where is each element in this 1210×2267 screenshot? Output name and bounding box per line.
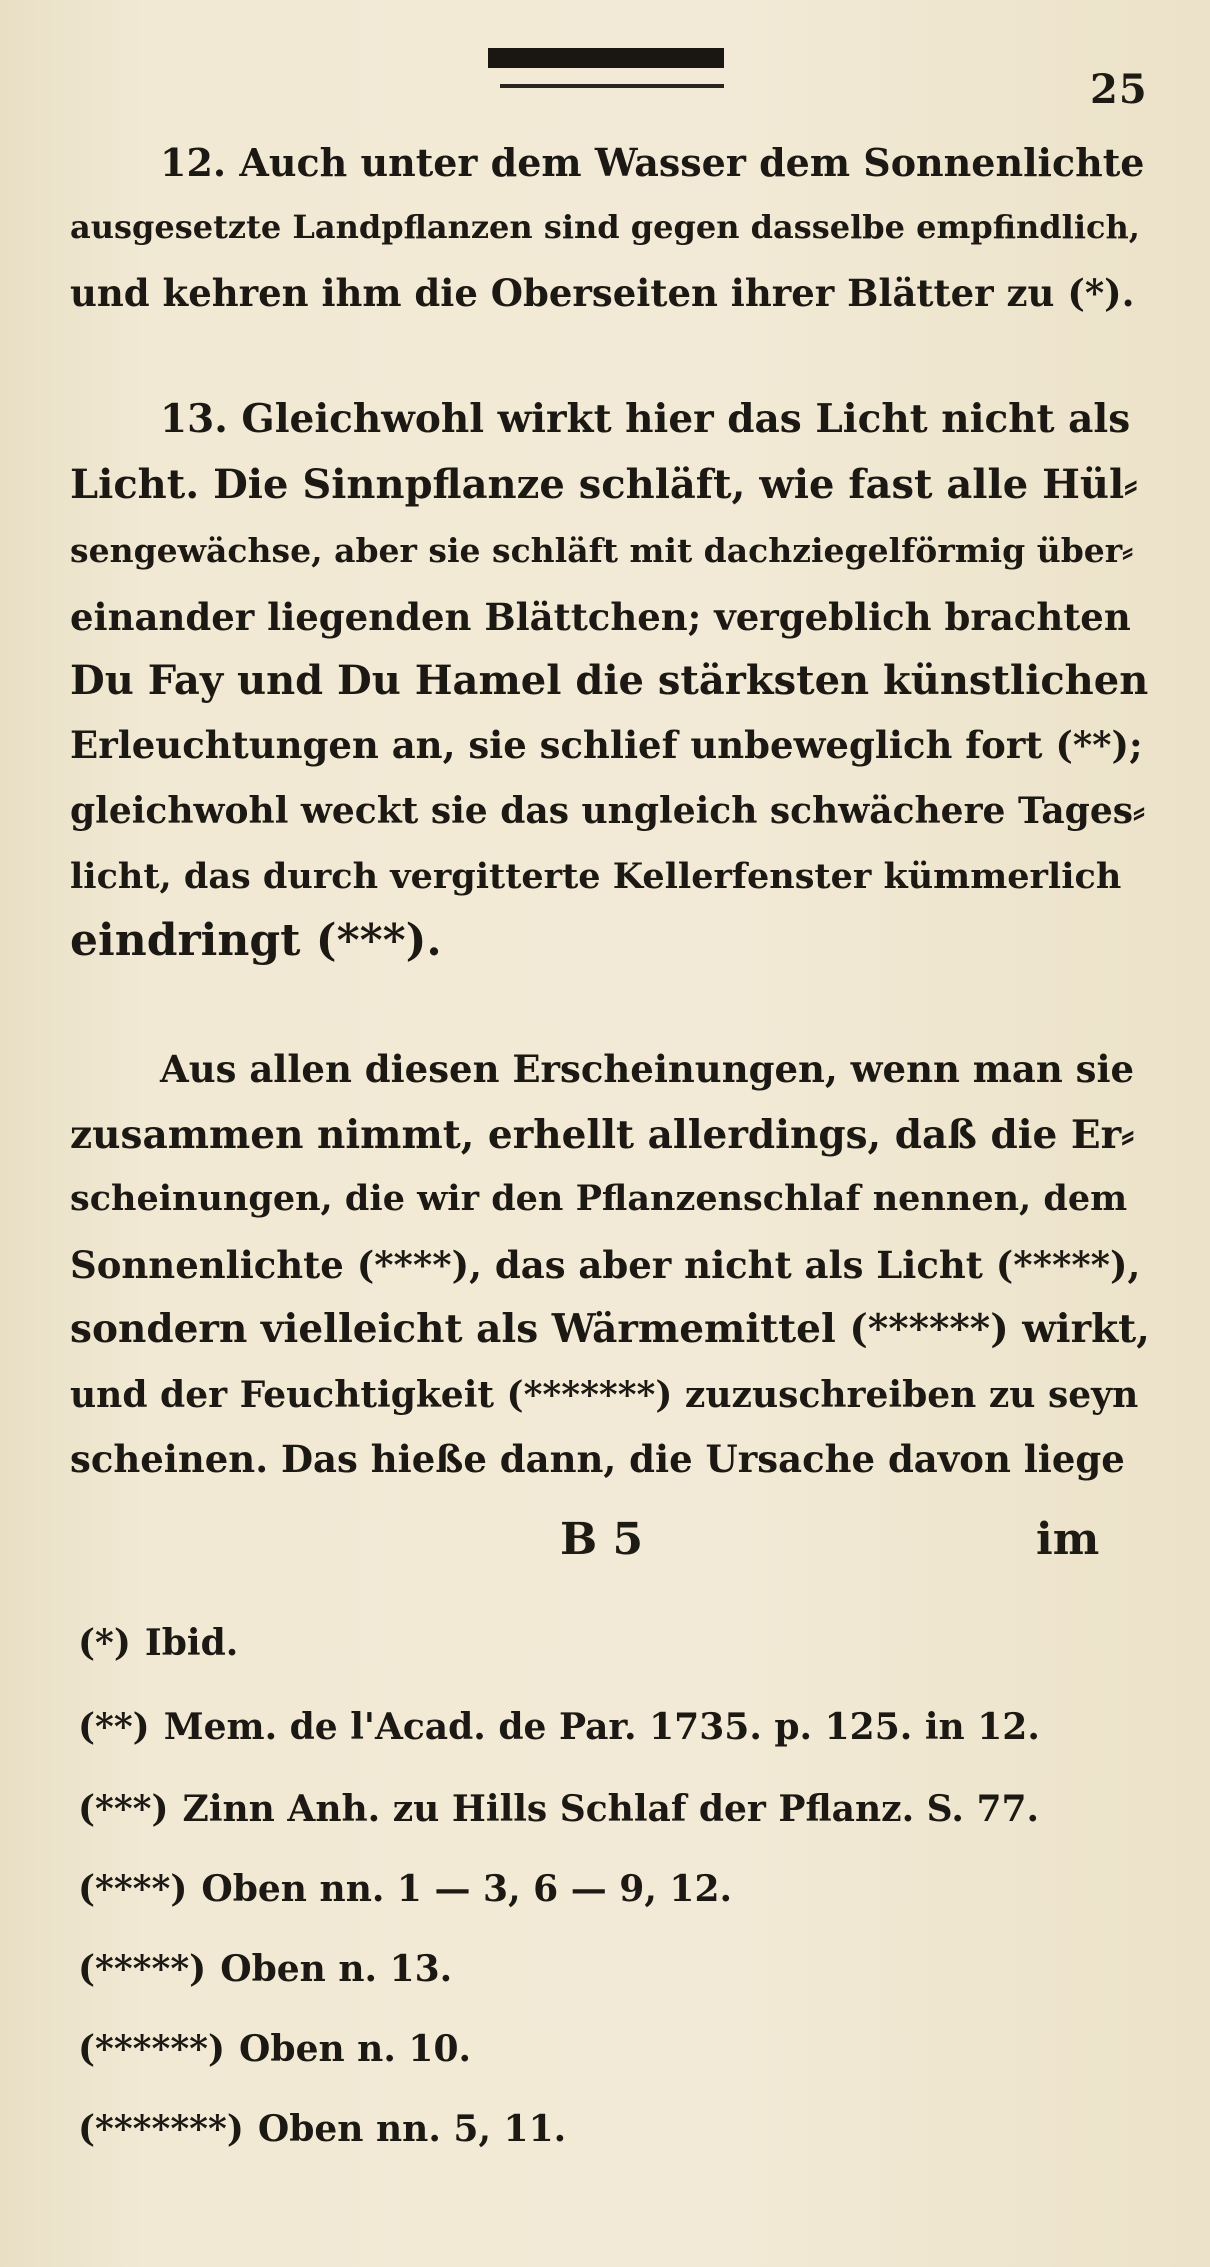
footnote: (*) Ibid. bbox=[78, 1622, 239, 1664]
body-line: sengewächse, aber sie schläft mit dachziegelförmig über⸗ bbox=[70, 531, 1134, 570]
body-line: scheinungen, die wir den Pflanzenschlaf nennen, dem bbox=[70, 1178, 1128, 1219]
footnote: (****) Oben nn. 1 — 3, 6 — 9, 12. bbox=[78, 1868, 733, 1910]
header-rule-thick bbox=[488, 48, 724, 68]
body-line: ausgesetzte Landpflanzen sind gegen dasselbe empfindlich, bbox=[70, 208, 1140, 246]
body-line: zusammen nimmt, erhellt allerdings, daß die Er⸗ bbox=[70, 1112, 1135, 1158]
body-line: 13. Gleichwohl wirkt hier das Licht nicht als bbox=[160, 396, 1131, 442]
footnote: (*****) Oben n. 13. bbox=[78, 1948, 453, 1990]
body-line: eindringt (***). bbox=[70, 915, 442, 966]
body-line: licht, das durch vergitterte Kellerfenster kümmerlich bbox=[70, 856, 1122, 897]
body-line: einander liegenden Blättchen; vergeblich brachten bbox=[70, 595, 1131, 639]
body-line: und der Feuchtigkeit (*******) zuzuschreiben zu seyn bbox=[70, 1374, 1139, 1416]
signature-mark: B 5 bbox=[560, 1514, 644, 1565]
body-line: und kehren ihm die Oberseiten ihrer Blätter zu (*). bbox=[70, 271, 1135, 315]
body-line: Sonnenlichte (****), das aber nicht als Licht (*****), bbox=[70, 1243, 1141, 1287]
body-line: Licht. Die Sinnpflanze schläft, wie fast alle Hül⸗ bbox=[70, 461, 1138, 508]
body-line: scheinen. Das hieße dann, die Ursache davon liege bbox=[70, 1437, 1125, 1481]
header-rule-thin bbox=[500, 84, 724, 88]
body-line: sondern vielleicht als Wärmemittel (******) wirkt, bbox=[70, 1306, 1150, 1352]
body-line: Du Fay und Du Hamel die stärksten künstlichen bbox=[70, 657, 1149, 704]
footnote: (*******) Oben nn. 5, 11. bbox=[78, 2108, 567, 2150]
page-number: 25 bbox=[1090, 66, 1148, 113]
body-line: gleichwohl weckt sie das ungleich schwächere Tages⸗ bbox=[70, 790, 1145, 832]
body-line: Erleuchtungen an, sie schlief unbeweglich fort (**); bbox=[70, 723, 1143, 767]
body-line: 12. Auch unter dem Wasser dem Sonnenlichte bbox=[160, 140, 1145, 185]
catchword: im bbox=[1036, 1514, 1100, 1565]
footnote: (******) Oben n. 10. bbox=[78, 2028, 472, 2070]
footnote: (**) Mem. de l'Acad. de Par. 1735. p. 125. in 12. bbox=[78, 1706, 1040, 1748]
body-line: Aus allen diesen Erscheinungen, wenn man sie bbox=[160, 1047, 1135, 1091]
footnote: (***) Zinn Anh. zu Hills Schlaf der Pflanz. S. 77. bbox=[78, 1788, 1040, 1830]
